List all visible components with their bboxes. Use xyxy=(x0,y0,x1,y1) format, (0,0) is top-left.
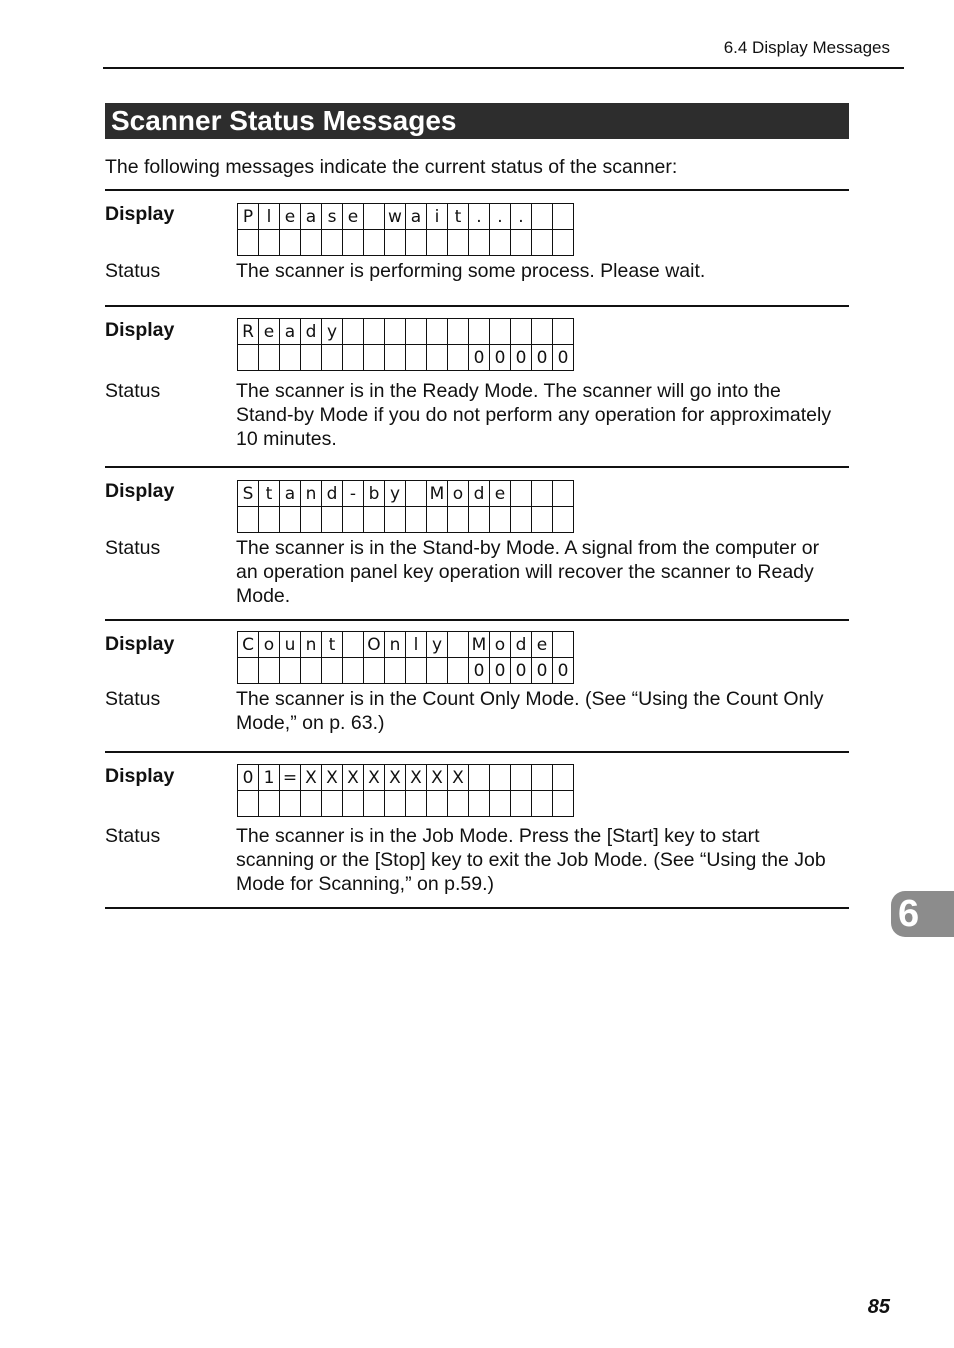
lcd-cell: a xyxy=(280,481,301,507)
display-label: Display xyxy=(105,480,175,502)
divider-rule xyxy=(105,189,849,191)
lcd-cell xyxy=(469,319,490,345)
lcd-cell: X xyxy=(427,765,448,791)
running-header: 6.4 Display Messages xyxy=(723,38,890,57)
lcd-cell xyxy=(406,658,427,684)
lcd-cell: l xyxy=(406,632,427,658)
lcd-cell xyxy=(532,319,553,345)
lcd-cell: w xyxy=(385,204,406,230)
lcd-cell xyxy=(343,658,364,684)
lcd-cell xyxy=(490,765,511,791)
lcd-cell xyxy=(385,230,406,256)
lcd-cell: e xyxy=(532,632,553,658)
lcd-cell: s xyxy=(322,204,343,230)
lcd-display xyxy=(237,631,574,684)
lcd-cell xyxy=(259,507,280,533)
lcd-cell xyxy=(553,791,574,817)
lcd-cell: a xyxy=(406,204,427,230)
lcd-cell xyxy=(364,791,385,817)
lcd-cell xyxy=(511,481,532,507)
lcd-cell xyxy=(238,507,259,533)
page-number: 85 xyxy=(867,1296,890,1318)
lcd-cell xyxy=(238,791,259,817)
chapter-tab xyxy=(891,891,954,937)
lcd-cell xyxy=(532,230,553,256)
lcd-cell: 0 xyxy=(532,658,553,684)
section-title: Scanner Status Messages xyxy=(105,103,849,139)
lcd-cell xyxy=(406,481,427,507)
lcd-cell xyxy=(511,791,532,817)
lcd-cell xyxy=(343,230,364,256)
display-label: Display xyxy=(105,319,175,341)
lcd-cell: n xyxy=(301,481,322,507)
lcd-cell xyxy=(532,204,553,230)
lcd-cell xyxy=(280,658,301,684)
display-label: Display xyxy=(105,203,175,225)
lcd-cell: P xyxy=(238,204,259,230)
lcd-cell xyxy=(343,791,364,817)
lcd-cell xyxy=(406,319,427,345)
status-description: The scanner is in the Ready Mode. The scanner will go into the Stand-by Mode if you do not perform any operation for approximately 10 minutes. xyxy=(236,380,832,450)
lcd-cell xyxy=(553,230,574,256)
lcd-cell xyxy=(343,632,364,658)
lcd-cell xyxy=(448,345,469,371)
lcd-cell xyxy=(280,791,301,817)
lcd-cell xyxy=(511,507,532,533)
lcd-cell: . xyxy=(511,204,532,230)
lcd-cell: O xyxy=(364,632,385,658)
lcd-cell xyxy=(385,658,406,684)
lcd-cell xyxy=(343,319,364,345)
lcd-cell xyxy=(511,319,532,345)
lcd-cell xyxy=(364,230,385,256)
lcd-cell: e xyxy=(490,481,511,507)
lcd-cell xyxy=(238,230,259,256)
lcd-cell xyxy=(469,765,490,791)
lcd-cell xyxy=(301,791,322,817)
lcd-cell xyxy=(553,507,574,533)
lcd-cell: d xyxy=(511,632,532,658)
lcd-cell xyxy=(490,507,511,533)
lcd-cell: 0 xyxy=(469,345,490,371)
lcd-cell: t xyxy=(259,481,280,507)
lcd-display xyxy=(237,764,574,817)
lcd-cell: 0 xyxy=(469,658,490,684)
lcd-cell xyxy=(322,345,343,371)
lcd-cell xyxy=(532,791,553,817)
display-label: Display xyxy=(105,633,175,655)
lcd-cell: n xyxy=(301,632,322,658)
lcd-cell xyxy=(553,204,574,230)
lcd-cell xyxy=(553,319,574,345)
lcd-cell: y xyxy=(322,319,343,345)
lcd-cell: e xyxy=(343,204,364,230)
lcd-cell xyxy=(448,658,469,684)
lcd-cell: M xyxy=(427,481,448,507)
lcd-cell: R xyxy=(238,319,259,345)
lcd-cell xyxy=(490,230,511,256)
lcd-cell: S xyxy=(238,481,259,507)
lcd-cell: d xyxy=(469,481,490,507)
lcd-cell xyxy=(301,507,322,533)
lcd-cell xyxy=(259,658,280,684)
lcd-cell: 0 xyxy=(238,765,259,791)
lcd-cell xyxy=(322,507,343,533)
divider-rule xyxy=(105,305,849,307)
lcd-cell: y xyxy=(385,481,406,507)
lcd-cell xyxy=(427,658,448,684)
lcd-cell xyxy=(238,658,259,684)
lcd-cell: 0 xyxy=(490,345,511,371)
lcd-cell xyxy=(364,507,385,533)
lcd-display xyxy=(237,318,574,371)
lcd-cell xyxy=(322,791,343,817)
lcd-cell: o xyxy=(448,481,469,507)
lcd-cell xyxy=(427,507,448,533)
lcd-cell xyxy=(343,345,364,371)
lcd-cell xyxy=(385,319,406,345)
lcd-cell xyxy=(301,345,322,371)
lcd-cell: t xyxy=(448,204,469,230)
lcd-cell xyxy=(511,230,532,256)
lcd-cell: 0 xyxy=(511,345,532,371)
lcd-cell: 1 xyxy=(259,765,280,791)
lcd-cell xyxy=(385,791,406,817)
lcd-cell: X xyxy=(385,765,406,791)
chapter-number: 6 xyxy=(898,893,920,935)
lcd-cell xyxy=(385,507,406,533)
lcd-cell xyxy=(532,765,553,791)
status-label: Status xyxy=(105,825,161,847)
lcd-cell: X xyxy=(322,765,343,791)
divider-rule xyxy=(105,907,849,909)
lcd-cell xyxy=(553,765,574,791)
lcd-cell xyxy=(280,507,301,533)
lcd-cell xyxy=(448,507,469,533)
status-description: The scanner is in the Stand-by Mode. A signal from the computer or an operation panel key operation will recover the scanner to Ready Mode. xyxy=(236,537,820,607)
lcd-display xyxy=(237,203,574,256)
lcd-display xyxy=(237,480,574,533)
lcd-cell: M xyxy=(469,632,490,658)
lcd-cell: i xyxy=(427,204,448,230)
lcd-cell xyxy=(448,230,469,256)
lcd-cell xyxy=(448,791,469,817)
lcd-cell xyxy=(364,345,385,371)
lcd-cell: X xyxy=(301,765,322,791)
lcd-cell xyxy=(364,319,385,345)
lcd-cell: . xyxy=(469,204,490,230)
lcd-cell xyxy=(364,204,385,230)
lcd-cell xyxy=(427,230,448,256)
lcd-cell: - xyxy=(343,481,364,507)
status-description: The scanner is performing some process. Please wait. xyxy=(236,260,706,282)
lcd-cell xyxy=(490,791,511,817)
lcd-cell: t xyxy=(322,632,343,658)
display-label: Display xyxy=(105,765,175,787)
lcd-cell xyxy=(553,481,574,507)
lcd-cell: C xyxy=(238,632,259,658)
lcd-cell xyxy=(385,345,406,371)
status-label: Status xyxy=(105,260,161,282)
lcd-cell: X xyxy=(448,765,469,791)
lcd-cell: 0 xyxy=(532,345,553,371)
status-label: Status xyxy=(105,380,161,402)
lcd-cell: d xyxy=(322,481,343,507)
lcd-cell xyxy=(406,230,427,256)
lcd-cell: 0 xyxy=(511,658,532,684)
status-label: Status xyxy=(105,537,161,559)
lcd-cell xyxy=(301,230,322,256)
lcd-cell: b xyxy=(364,481,385,507)
lcd-cell xyxy=(469,507,490,533)
lcd-cell: n xyxy=(385,632,406,658)
status-label: Status xyxy=(105,688,161,710)
lcd-cell xyxy=(343,507,364,533)
lcd-cell xyxy=(427,319,448,345)
divider-rule xyxy=(105,619,849,621)
lcd-cell xyxy=(406,345,427,371)
lcd-cell xyxy=(322,658,343,684)
lcd-cell: 0 xyxy=(553,658,574,684)
lcd-cell xyxy=(448,319,469,345)
lcd-cell: o xyxy=(259,632,280,658)
lcd-cell: d xyxy=(301,319,322,345)
lcd-cell xyxy=(427,791,448,817)
intro-paragraph: The following messages indicate the current status of the scanner: xyxy=(105,156,678,178)
lcd-cell: e xyxy=(259,319,280,345)
lcd-cell xyxy=(322,230,343,256)
lcd-cell xyxy=(469,230,490,256)
lcd-cell xyxy=(301,658,322,684)
lcd-cell: 0 xyxy=(553,345,574,371)
lcd-cell: l xyxy=(259,204,280,230)
divider-rule xyxy=(105,751,849,753)
lcd-cell xyxy=(448,632,469,658)
lcd-cell xyxy=(532,481,553,507)
lcd-cell: X xyxy=(343,765,364,791)
lcd-cell xyxy=(469,791,490,817)
lcd-cell xyxy=(532,507,553,533)
lcd-cell: X xyxy=(406,765,427,791)
lcd-cell xyxy=(490,319,511,345)
status-description: The scanner is in the Job Mode. Press the [Start] key to start scanning or the [Stop] key to exit the Job Mode. (See “Using the Job Mode for Scanning,” on p.59.) xyxy=(236,825,826,895)
lcd-cell xyxy=(238,345,259,371)
lcd-cell xyxy=(280,230,301,256)
lcd-cell: . xyxy=(490,204,511,230)
lcd-cell xyxy=(259,345,280,371)
lcd-cell: 0 xyxy=(490,658,511,684)
lcd-cell xyxy=(280,345,301,371)
lcd-cell: X xyxy=(364,765,385,791)
header-rule xyxy=(103,67,904,69)
lcd-cell xyxy=(364,658,385,684)
lcd-cell: a xyxy=(301,204,322,230)
status-description: The scanner is in the Count Only Mode. (See “Using the Count Only Mode,” on p. 63.) xyxy=(236,688,824,734)
lcd-cell xyxy=(553,632,574,658)
lcd-cell: e xyxy=(280,204,301,230)
lcd-cell xyxy=(259,230,280,256)
lcd-cell xyxy=(259,791,280,817)
lcd-cell: = xyxy=(280,765,301,791)
divider-rule xyxy=(105,466,849,468)
lcd-cell xyxy=(406,507,427,533)
lcd-cell: u xyxy=(280,632,301,658)
lcd-cell xyxy=(406,791,427,817)
lcd-cell: o xyxy=(490,632,511,658)
lcd-cell xyxy=(427,345,448,371)
lcd-cell xyxy=(511,765,532,791)
lcd-cell: y xyxy=(427,632,448,658)
lcd-cell: a xyxy=(280,319,301,345)
